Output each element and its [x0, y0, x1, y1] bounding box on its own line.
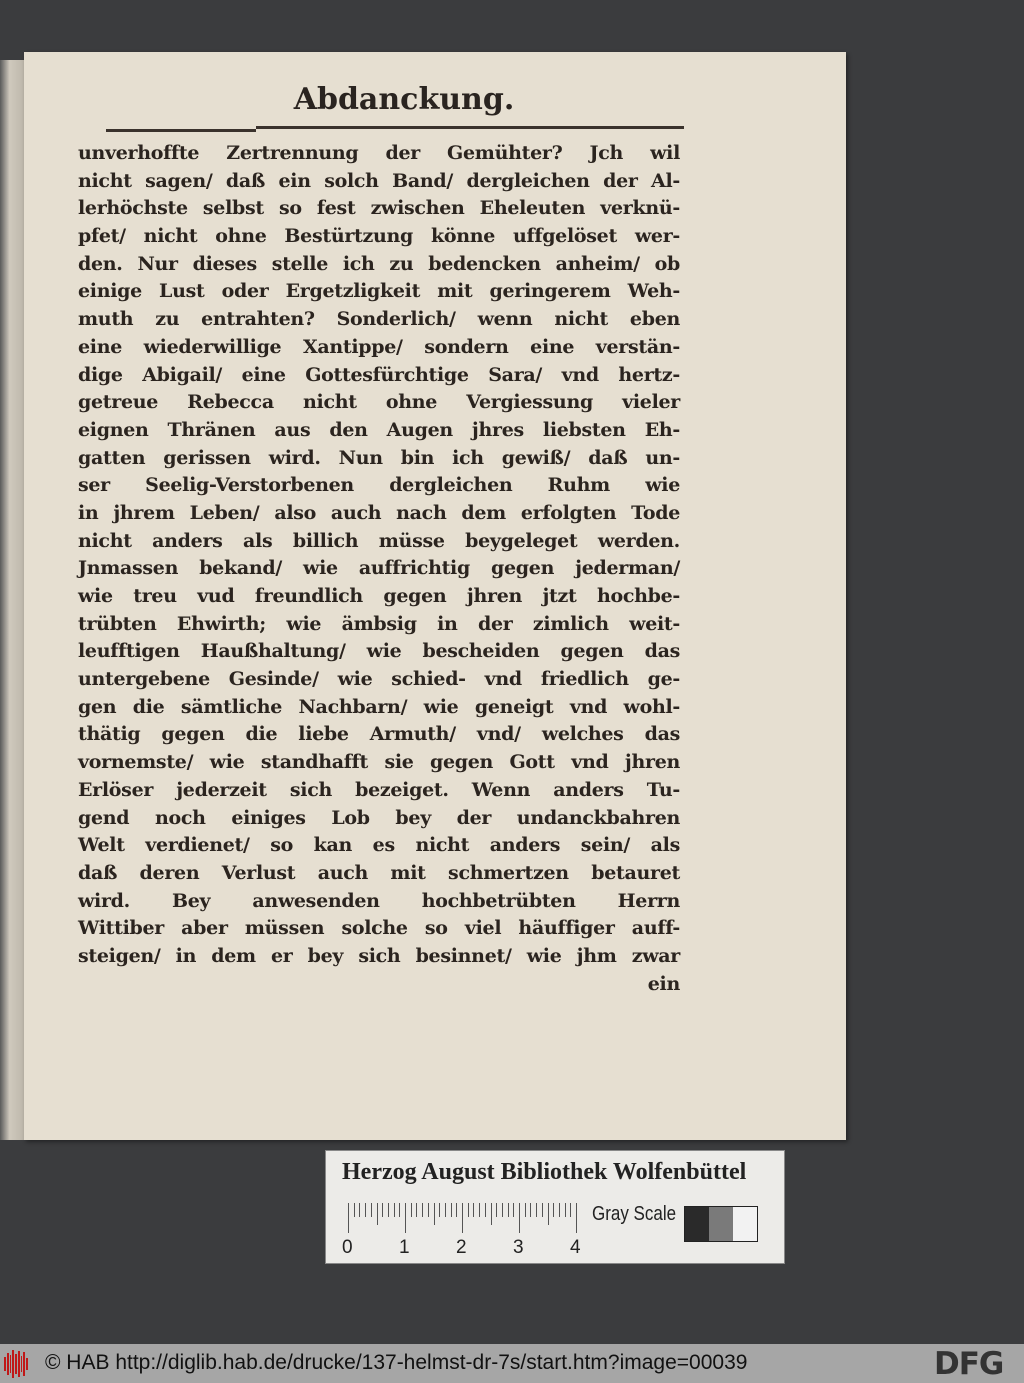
ruler-number: 4 [570, 1237, 581, 1258]
ruler-tick [491, 1203, 492, 1225]
page-heading: Abdanckung. [293, 82, 515, 117]
library-name: Herzog August Bibliothek Wolfenbüttel [342, 1159, 747, 1185]
text-line: Welt verdienet/ so kan es nicht anders sein/ als [78, 834, 680, 857]
text-line: gend noch einiges Lob bey der undanckbahren [78, 806, 680, 829]
text-line: den. Nur dieses stelle ich zu bedencken anheim/ ob [78, 252, 680, 275]
text-line: lerhöchste selbst so fest zwischen Eheleuten verknü- [78, 197, 680, 220]
ruler-tick [548, 1203, 549, 1225]
ruler-tick [428, 1203, 429, 1217]
gray-patch [709, 1207, 733, 1241]
text-line: getreue Rebecca nicht ohne Vergiessung vieler [78, 391, 680, 414]
ruler-tick [394, 1203, 395, 1217]
ruler-number: 0 [342, 1237, 353, 1258]
footer-bar [0, 1344, 1024, 1383]
dfg-logo: DFG [934, 1346, 1004, 1382]
hab-logo-icon [4, 1350, 28, 1378]
ruler-tick [416, 1203, 417, 1217]
text-line: einige Lust oder Ergetzligkeit mit geringerem Weh- [78, 280, 680, 303]
ruler-tick [434, 1203, 435, 1225]
ruler-tick [513, 1203, 514, 1217]
ruler-tick [456, 1203, 457, 1217]
text-line: ser Seelig-Verstorbenen dergleichen Ruhm wie [78, 474, 680, 497]
text-line: muth zu entrahten? Sonderlich/ wenn nicht eben [78, 308, 680, 331]
color-reference-card [325, 1150, 785, 1264]
ruler-tick [508, 1203, 509, 1217]
scanned-page [24, 52, 846, 1140]
gray-patch [733, 1207, 757, 1241]
text-line: Erlöser jederzeit sich bezeiget. Wenn anders Tu- [78, 778, 680, 801]
ruler-tick [359, 1203, 360, 1217]
ruler-tick [468, 1203, 469, 1217]
ruler-tick [377, 1203, 378, 1225]
heading-rule-left [106, 129, 256, 132]
centimeter-ruler [348, 1203, 580, 1233]
heading-rule-right [256, 126, 684, 129]
copyright-url[interactable]: © HAB http://diglib.hab.de/drucke/137-helmst-dr-7s/start.htm?image=00039 [45, 1351, 748, 1374]
ruler-tick [559, 1203, 560, 1217]
ruler-tick [570, 1203, 571, 1217]
ruler-tick [519, 1203, 520, 1233]
ruler-tick [399, 1203, 400, 1217]
text-line: in jhrem Leben/ also auch nach dem erfolgten Tode [78, 501, 680, 524]
ruler-tick [536, 1203, 537, 1217]
ruler-tick [371, 1203, 372, 1217]
gray-patch [685, 1207, 709, 1241]
ruler-tick [388, 1203, 389, 1217]
ruler-number: 1 [399, 1237, 410, 1258]
gray-scale-label: Gray Scale [592, 1203, 677, 1225]
text-line: pfet/ nicht ohne Bestürtzung könne uffgelöset wer- [78, 225, 680, 248]
gray-scale-swatch [684, 1206, 758, 1242]
text-line: unverhoffte Zertrennung der Gemühter? Jch wil [78, 142, 680, 164]
text-line: dige Abigail/ eine Gottesfürchtige Sara/ vnd hertz- [78, 363, 680, 386]
text-line: Wittiber aber müssen solche so viel häuffiger auff- [78, 917, 680, 940]
ruler-tick [405, 1203, 406, 1233]
text-line: wie treu vud freundlich gegen jhren jtzt hochbe- [78, 585, 680, 607]
text-line: gatten gerissen wird. Nun bin ich gewiß/ daß un- [78, 446, 680, 469]
ruler-tick [462, 1203, 463, 1233]
ruler-tick [445, 1203, 446, 1217]
ruler-tick [485, 1203, 486, 1217]
ruler-tick [576, 1203, 577, 1233]
ruler-tick [451, 1203, 452, 1217]
previous-page-edge [0, 60, 24, 1140]
text-line: ein [647, 972, 680, 995]
text-line: nicht anders als billich müsse beygeleget werden. [78, 529, 680, 552]
text-line: wird. Bey anwesenden hochbetrübten Herrn [78, 889, 680, 912]
ruler-tick [565, 1203, 566, 1217]
ruler-tick [354, 1203, 355, 1217]
text-line: eignen Thränen aus den Augen jhres liebsten Eh- [78, 418, 680, 441]
ruler-tick [525, 1203, 526, 1217]
text-line: thätig gegen die liebe Armuth/ vnd/ welches das [78, 723, 680, 746]
ruler-number: 2 [456, 1237, 467, 1258]
text-line: leufftigen Haußhaltung/ wie bescheiden gegen das [78, 640, 680, 663]
text-line: daß deren Verlust auch mit schmertzen betauret [78, 861, 680, 884]
text-line: eine wiederwillige Xantippe/ sondern eine verstän- [78, 335, 680, 358]
ruler-tick [553, 1203, 554, 1217]
ruler-tick [496, 1203, 497, 1217]
ruler-tick [365, 1203, 366, 1217]
ruler-tick [473, 1203, 474, 1217]
ruler-tick [479, 1203, 480, 1217]
ruler-tick [530, 1203, 531, 1217]
ruler-tick [439, 1203, 440, 1217]
ruler-tick [422, 1203, 423, 1217]
ruler-tick [348, 1203, 349, 1233]
text-line: Jnmassen bekand/ wie auffrichtig gegen jederman/ [78, 557, 680, 580]
ruler-tick [411, 1203, 412, 1217]
ruler-tick [502, 1203, 503, 1217]
ruler-tick [382, 1203, 383, 1217]
page-body-text [78, 140, 680, 998]
text-line: vornemste/ wie standhafft sie gegen Gott vnd jhren [78, 751, 680, 774]
ruler-number: 3 [513, 1237, 524, 1258]
text-line: nicht sagen/ daß ein solch Band/ dergleichen der Al- [78, 169, 680, 192]
ruler-tick [542, 1203, 543, 1217]
text-line: steigen/ in dem er bey sich besinnet/ wie jhm zwar [78, 944, 680, 967]
text-line: untergebene Gesinde/ wie schied- vnd friedlich ge- [78, 668, 680, 691]
text-line: trübten Ehwirth; wie ämbsig in der zimlich weit- [78, 612, 680, 635]
text-line: gen die sämtliche Nachbarn/ wie geneigt vnd wohl- [78, 695, 680, 718]
